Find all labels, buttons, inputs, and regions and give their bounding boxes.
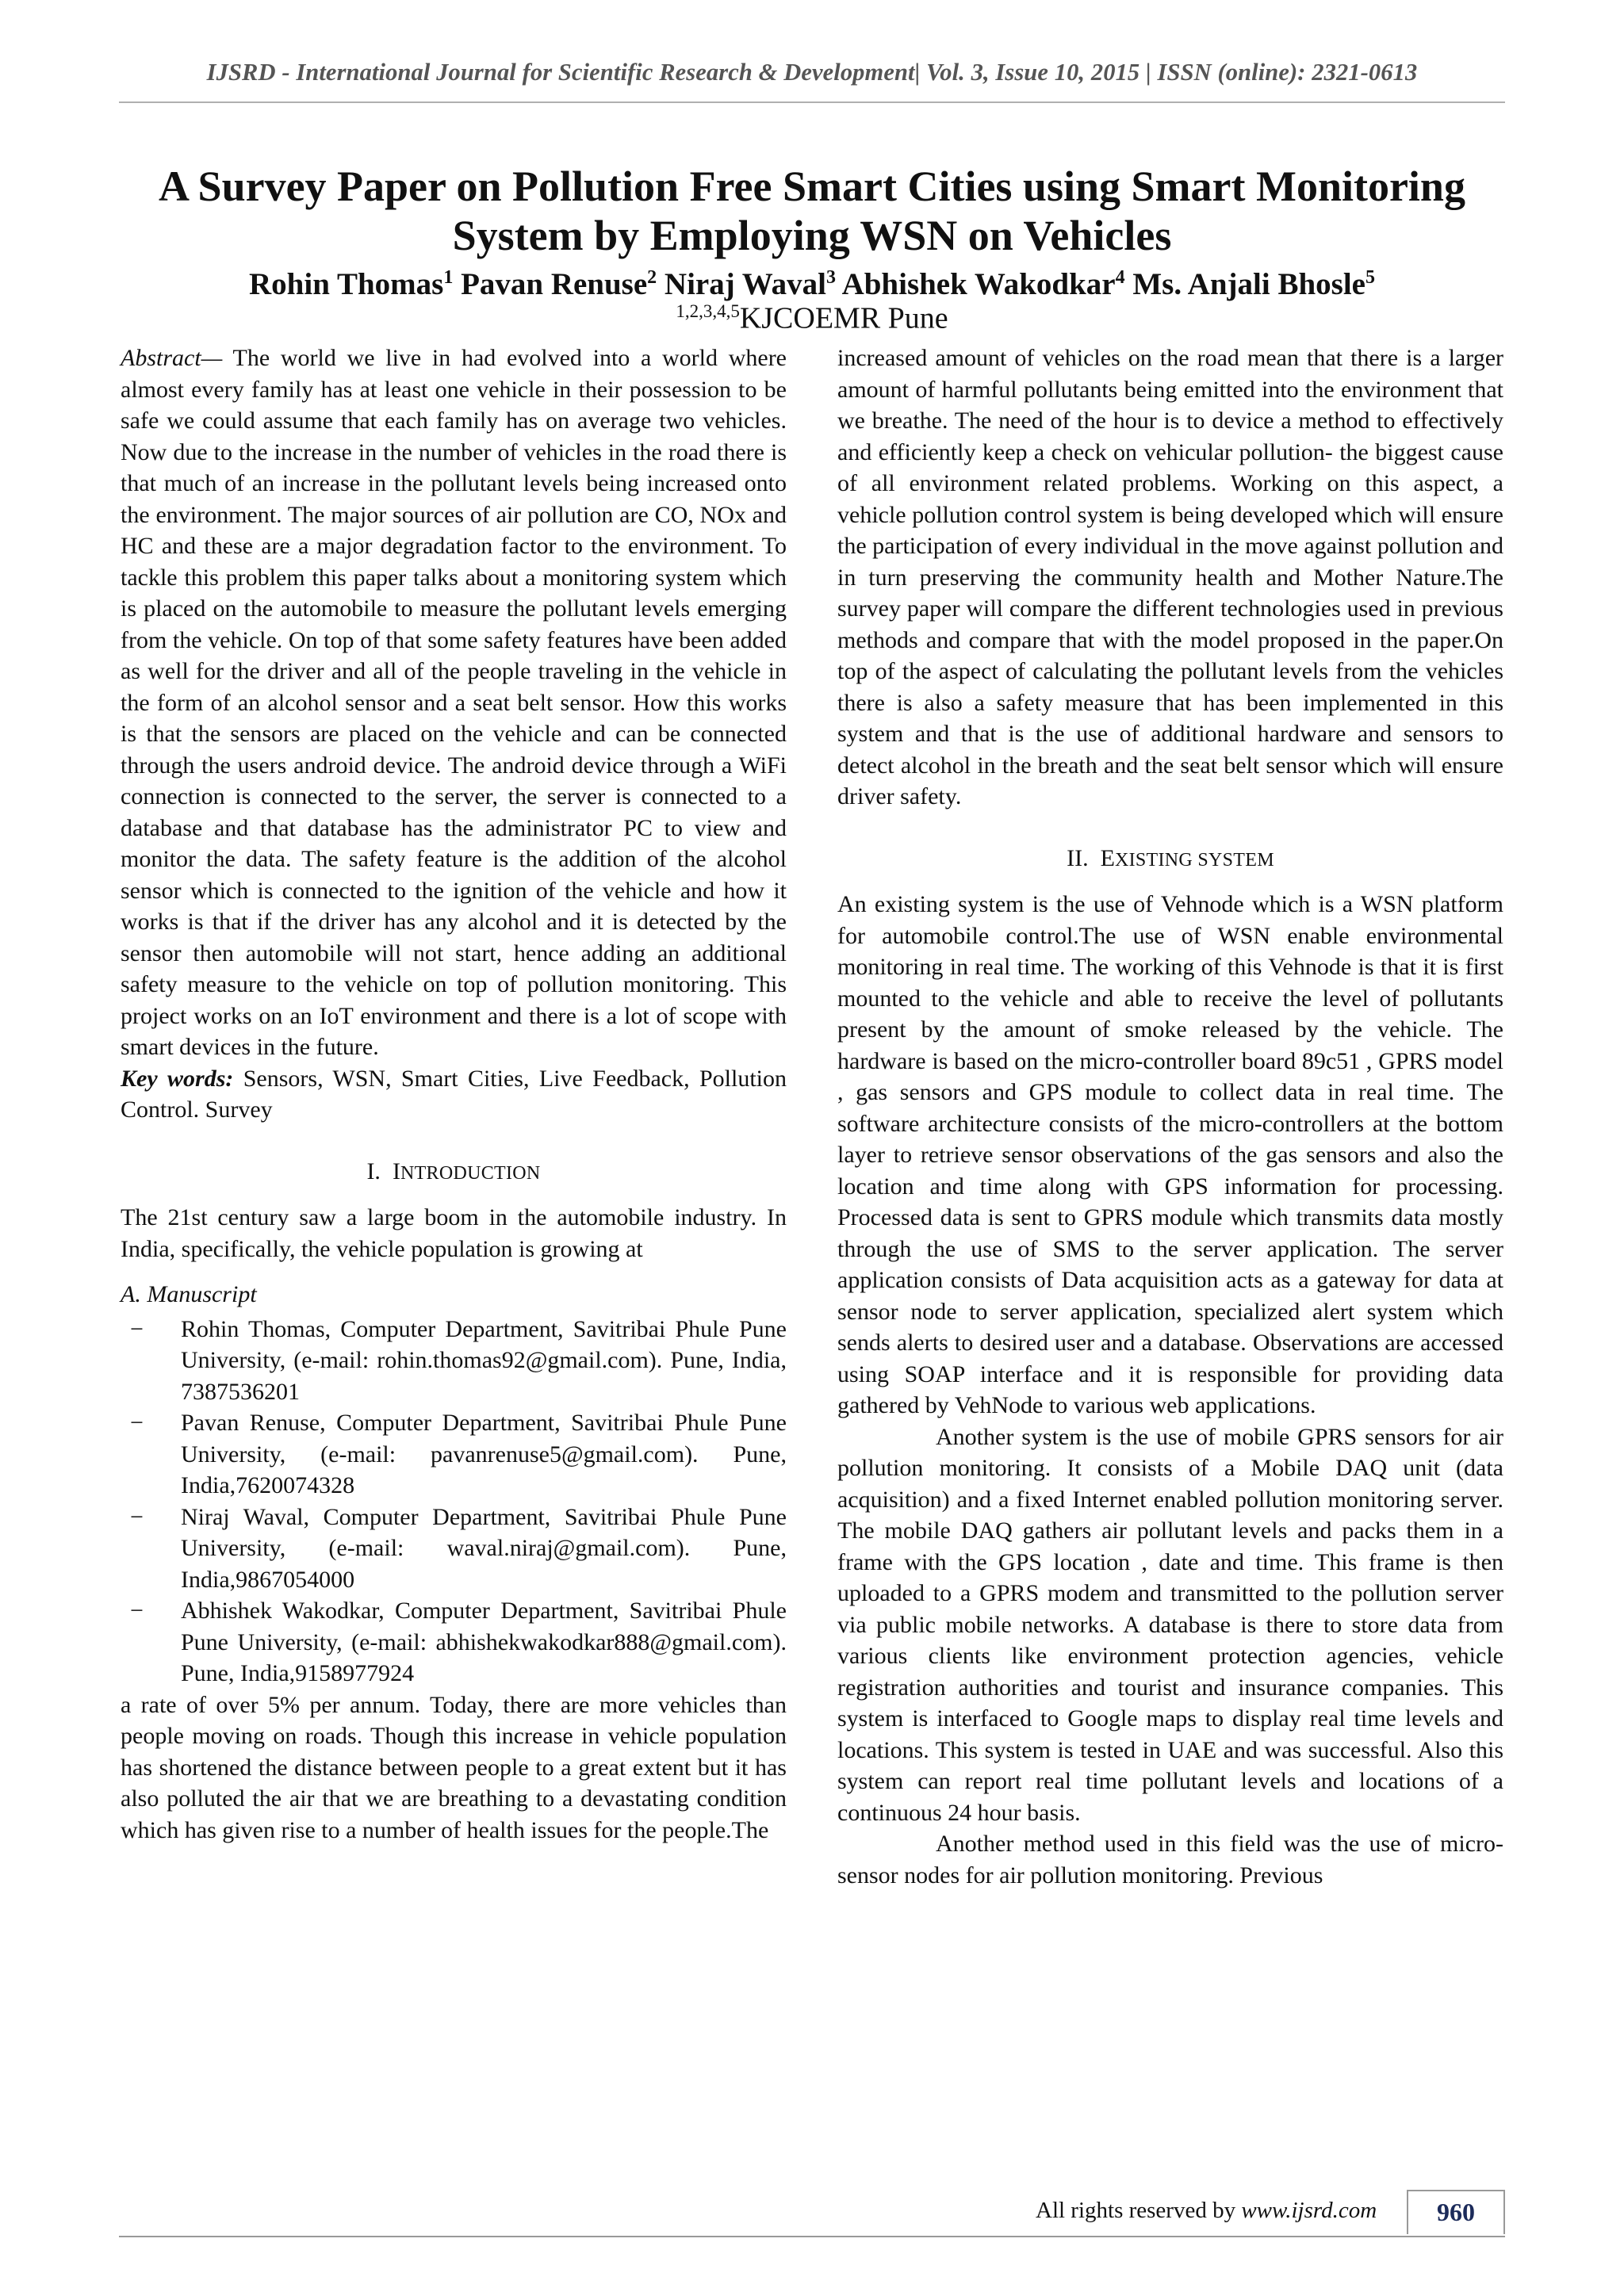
- existing-system-paragraph: Another method used in this field was the use of micro-sensor nodes for air pollution monitoring. Previous: [837, 1831, 1503, 1888]
- footer-rule: [119, 2236, 1505, 2237]
- abstract-paragraph: [121, 342, 787, 1063]
- left-column: [121, 342, 787, 1846]
- intro-continued-right-paragraph: increased amount of vehicles on the road mean that there is a larger amount of harmful pollutants being emitted into the environment that we breathe. The need of the hour is to device a method to effectively and efficiently keep a check on vehicular pollution- the biggest cause of all environment related problems. Working on this aspect, a vehicle pollution control system is being developed which will ensure the participation of every individual in the move against pollution and in turn preserving the community health and Mother Nature.The survey paper will compare the different technologies used in previous methods and compare that with the model proposed in the paper.On top of the aspect of calculating the pollutant levels from the vehicles there is also a safety measure that has been implemented in this system and that is the use of additional hardware and sensors to detect alcohol in the breath and the seat belt sensor which will ensure driver safety.: [837, 345, 1503, 809]
- list-item: [121, 1502, 787, 1596]
- section-number: I.: [366, 1158, 381, 1184]
- list-item-text: Pavan Renuse, Computer Department, Savitribai Phule Pune University, (e-mail: pavanrenuse5@gmail.com). Pune, India,7620074328: [181, 1410, 787, 1498]
- keywords-label: Key words:: [121, 1065, 234, 1092]
- keywords-text: Sensors, WSN, Smart Cities, Live Feedback, Pollution Control. Survey: [121, 1065, 787, 1123]
- right-column: [837, 342, 1503, 1891]
- section-heading-existing-system: [837, 843, 1503, 877]
- list-bullet: −: [130, 1598, 144, 1624]
- author-affiliation-mark: 3: [825, 267, 836, 288]
- list-item-text: Abhishek Wakodkar, Computer Department, Savitribai Phule Pune University, (e-mail: abhishekwakodkar888@gmail.com). Pune, India,9158977924: [181, 1598, 787, 1686]
- section-initial: E: [1100, 844, 1115, 871]
- keywords-paragraph: [121, 1063, 787, 1126]
- abstract-text: The world we live in had evolved into a world where almost every family has at least one vehicle in their possession to be safe we could assume that each family has on average two vehicles. Now due to the increase in the number of vehicles in the road there is that much of an increase in the pollutant levels being increased onto the environment. The major sources of air pollution are CO, NOx and HC and these are a major degradation factor to the environment. To tackle this problem this paper talks about a monitoring system which is placed on the automobile to measure the pollutant levels emerging from the vehicle. On top of that some safety features have been added as well for the driver and all of the people traveling in the vehicle in the form of an alcohol sensor and a seat belt sensor. How this works is that the sensors are placed on the vehicle and can be connected through the users android device. The android device through a WiFi connection is connected to the server, the server is connected to a database and that database has the administrator PC to view and monitor the data. The safety feature is the addition of the alcohol sensor which is connected to the ignition of the vehicle and how it works is that if the driver has any alcohol and it is detected by the sensor then automobile will not start, hence adding an additional safety measure to the vehicle on top of pollution monitoring. This project works on an IoT environment and there is a lot of scope with smart devices in the future.: [121, 345, 787, 1060]
- existing-system-paragraph: Another system is the use of mobile GPRS sensors for air pollution monitoring. It consists of a Mobile DAQ unit (data acquisition) and a fixed Internet enabled pollution monitoring server. The mobile DAQ gathers air pollutant levels and packs them in a frame with the GPS location , date and time. This frame is then uploaded to a GPRS modem and transmitted to the pollution server via public mobile networks. A database is there to store data from various clients like environment protection agencies, vehicle registration authorities and tourist and insurance companies. This system is interfaced to Google maps to display real time levels and locations. This system is tested in UAE and was successful. Also this system can report real time pollutant levels and locations of a continuous 24 hour basis.: [837, 1423, 1503, 1826]
- intro-continued-paragraph: a rate of over 5% per annum. Today, there are more vehicles than people moving on roads. Though this increase in vehicle population has shortened the distance between people to a great extent but it has also polluted the air that we are breathing to a devastating condition which has given rise to a number of health issues for the people.The: [121, 1691, 787, 1843]
- author-name: Rohin Thomas: [249, 267, 444, 301]
- footer-rights-text: All rights reserved by: [1036, 2198, 1236, 2223]
- abstract-label: Abstract: [121, 345, 201, 371]
- intro-paragraph: The 21st century saw a large boom in the automobile industry. In India, specifically, the vehicle population is growing at: [121, 1204, 787, 1262]
- journal-running-header: IJSRD - International Journal for Scientific Research & Development| Vol. 3, Issue 10, 2015 | ISSN (online): 2321-0613: [206, 59, 1418, 86]
- section-title-rest: NTRODUCTION: [400, 1162, 541, 1184]
- list-bullet: −: [130, 1503, 144, 1530]
- paper-title: A Survey Paper on Pollution Free Smart Cities using Smart Monitoring System by Employing WSN on Vehicles: [159, 163, 1465, 259]
- list-bullet: −: [130, 1410, 144, 1436]
- subsection-heading-manuscript: A. Manuscript: [121, 1281, 257, 1307]
- footer-rights: [1036, 2198, 1377, 2224]
- list-item-text: Niraj Waval, Computer Department, Savitribai Phule Pune University, (e-mail: waval.niraj@gmail.com). Pune, India,9867054000: [181, 1503, 787, 1593]
- list-item-text: Rohin Thomas, Computer Department, Savitribai Phule Pune University, (e-mail: rohin.thomas92@gmail.com). Pune, India, 7387536201: [181, 1315, 787, 1405]
- section-initial: I: [392, 1158, 400, 1184]
- abstract-dash: —: [201, 345, 223, 371]
- page-number: 960: [1437, 2198, 1475, 2226]
- list-item: [121, 1314, 787, 1408]
- footer-site-link[interactable]: www.ijsrd.com: [1241, 2198, 1377, 2223]
- author-affiliation-mark: 5: [1365, 267, 1375, 288]
- section-heading-introduction: [121, 1156, 787, 1190]
- list-item: [121, 1595, 787, 1689]
- affiliation-marks: 1,2,3,4,5: [676, 301, 740, 321]
- author-affiliation-mark: 2: [647, 267, 657, 288]
- list-bullet: −: [130, 1315, 144, 1342]
- author-affiliation-mark: 4: [1115, 267, 1125, 288]
- header-rule: [119, 101, 1505, 103]
- author-name: Pavan Renuse: [461, 267, 648, 301]
- author-name: Niraj Waval: [664, 267, 826, 301]
- section-number: II.: [1067, 844, 1089, 871]
- manuscript-author-list: [121, 1314, 787, 1689]
- author-name: Ms. Anjali Bhosle: [1132, 267, 1365, 301]
- existing-system-paragraph: An existing system is the use of Vehnode which is a WSN platform for automobile control.The use of WSN enable environmental monitoring in real time. The working of this Vehnode is that it is first mounted to the vehicle and able to receive the level of pollutants present by the amount of smoke released by the vehicle. The hardware is based on the micro-controller board 89c51 , GPRS model , gas sensors and GPS module to collect data in real time. The software architecture consists of the micro-controllers at the bottom layer to retrieve sensor observations of the gas sensors and also the location and time along with GPS information for processing. Processed data is sent to GPRS module which transmits data mostly through the use of SMS to the server application. The server application consists of Data acquisition acts as a gateway for data at sensor node to server application, specialized alert system which sends alerts to desired user and a database. Observations are accessed using SOAP interface and it is responsible for providing data gathered by VehNode to various web applications.: [837, 891, 1503, 1418]
- author-name: Abhishek Wakodkar: [841, 267, 1116, 301]
- list-item: [121, 1407, 787, 1502]
- affiliation-line: [119, 293, 1505, 337]
- author-affiliation-mark: 1: [443, 267, 454, 288]
- section-title-rest: XISTING SYSTEM: [1114, 849, 1274, 871]
- affiliation-name: KJCOEMR Pune: [739, 301, 948, 335]
